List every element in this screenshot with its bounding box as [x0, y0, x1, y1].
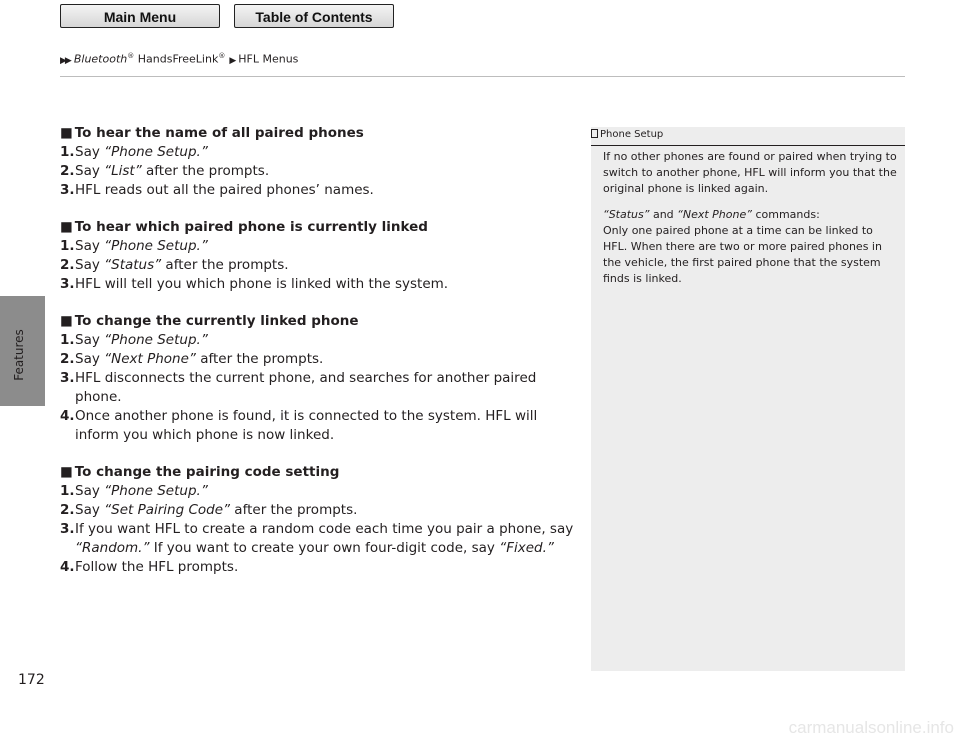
- step-number: 2.: [60, 163, 75, 179]
- step-item: [60, 256, 580, 275]
- step-text: HFL reads out all the paired phones’ names.: [75, 182, 374, 198]
- step-text: Say “Next Phone” after the prompts.: [75, 351, 324, 367]
- breadcrumb-hfl-menus: HFL Menus: [238, 52, 299, 66]
- step-item: [60, 369, 580, 407]
- sidebar-divider: [591, 145, 905, 146]
- step-text: HFL will tell you which phone is linked with the system.: [75, 276, 449, 292]
- sidebar-title: Phone Setup: [591, 129, 663, 140]
- step-number: 1.: [60, 483, 75, 499]
- step-item: [60, 143, 580, 162]
- step-item: [60, 237, 580, 256]
- page-number: 172: [18, 672, 45, 688]
- step-number: 3.: [60, 182, 75, 198]
- step-number: 1.: [60, 238, 75, 254]
- sidebar-body: [603, 149, 897, 297]
- step-text: Say “Phone Setup.”: [75, 332, 208, 348]
- step-text: Say “Phone Setup.”: [75, 238, 208, 254]
- step-number: 2.: [60, 257, 75, 273]
- step-item: [60, 181, 580, 200]
- step-text: Say “List” after the prompts.: [75, 163, 270, 179]
- instruction-section: [60, 312, 580, 445]
- chapter-tab-label: Features: [12, 329, 27, 381]
- breadcrumb-bluetooth: Bluetooth: [73, 52, 128, 66]
- section-heading: ■ To change the pairing code setting: [60, 464, 340, 480]
- step-number: 2.: [60, 351, 75, 367]
- square-bullet-icon: ■: [60, 313, 73, 329]
- square-bullet-icon: ■: [60, 219, 73, 235]
- step-number: 1.: [60, 144, 75, 160]
- step-number: 4.: [60, 408, 75, 424]
- registered-mark: ®: [127, 52, 135, 60]
- section-heading: ■ To hear the name of all paired phones: [60, 125, 364, 141]
- step-item: [60, 407, 580, 445]
- watermark-text: carmanualsonline.info: [788, 718, 954, 737]
- sidebar-paragraph: “Status” and “Next Phone” commands:: [603, 208, 820, 221]
- main-content: [60, 124, 580, 595]
- breadcrumb-arrow-icon: ▶: [229, 55, 235, 66]
- step-item: [60, 520, 580, 558]
- step-number: 3.: [60, 521, 75, 537]
- step-item: [60, 558, 580, 577]
- registered-mark: ®: [218, 52, 226, 60]
- step-text: Say “Set Pairing Code” after the prompts.: [75, 502, 358, 518]
- table-of-contents-button[interactable]: Table of Contents: [234, 4, 394, 28]
- step-item: [60, 275, 580, 294]
- breadcrumb-arrow-icon: ▶▶: [60, 55, 70, 66]
- step-text: HFL disconnects the current phone, and searches for another paired phone.: [75, 370, 537, 405]
- step-text: Follow the HFL prompts.: [75, 559, 239, 575]
- square-bullet-icon: ■: [60, 464, 73, 480]
- instruction-section: [60, 463, 580, 577]
- step-item: [60, 501, 580, 520]
- breadcrumb: [60, 52, 298, 66]
- main-menu-button[interactable]: Main Menu: [60, 4, 220, 28]
- step-item: [60, 482, 580, 501]
- step-number: 4.: [60, 559, 75, 575]
- header-divider: [60, 76, 905, 77]
- info-sidebar: [591, 127, 905, 671]
- instruction-section: [60, 218, 580, 294]
- section-heading: ■ To hear which paired phone is currently linked: [60, 219, 428, 235]
- square-bullet-icon: ■: [60, 125, 73, 141]
- breadcrumb-handsfreelink: HandsFreeLink: [134, 52, 219, 66]
- step-text: Once another phone is found, it is connected to the system. HFL will inform you which phone is now linked.: [75, 408, 538, 443]
- step-text: Say “Phone Setup.”: [75, 144, 208, 160]
- step-text: Say “Status” after the prompts.: [75, 257, 289, 273]
- step-number: 2.: [60, 502, 75, 518]
- sidebar-paragraph: If no other phones are found or paired when trying to switch to another phone, HFL will inform you that the original phone is linked again.: [603, 150, 897, 195]
- step-number: 1.: [60, 332, 75, 348]
- instruction-section: [60, 124, 580, 200]
- step-text: If you want HFL to create a random code each time you pair a phone, say “Random.” If you want to create your own four-digit code, say “Fixed.”: [75, 521, 574, 556]
- note-icon: [591, 129, 598, 138]
- step-text: Say “Phone Setup.”: [75, 483, 208, 499]
- step-item: [60, 162, 580, 181]
- step-item: [60, 331, 580, 350]
- step-number: 3.: [60, 370, 75, 386]
- sidebar-paragraph: Only one paired phone at a time can be linked to HFL. When there are two or more paired phones in the vehicle, the first paired phone that the system finds is linked.: [603, 224, 882, 285]
- step-item: [60, 350, 580, 369]
- step-number: 3.: [60, 276, 75, 292]
- section-heading: ■ To change the currently linked phone: [60, 313, 359, 329]
